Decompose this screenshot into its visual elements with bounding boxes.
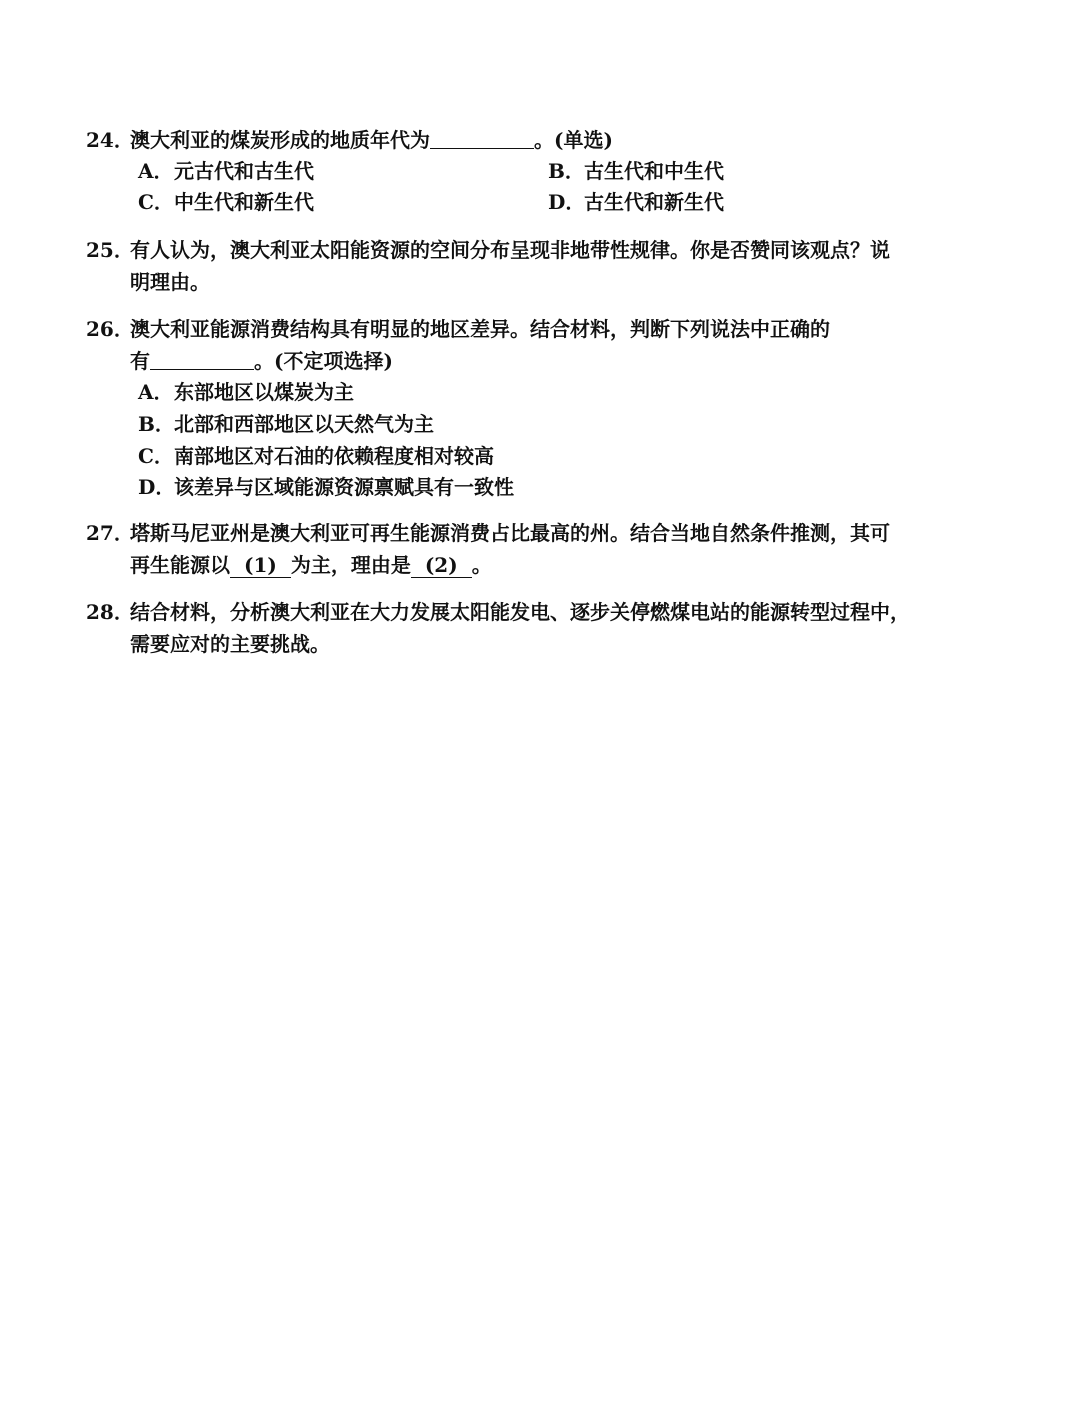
answer-blank [430, 126, 534, 149]
option-c [138, 440, 494, 472]
option-key: A． [138, 380, 174, 404]
question-27 [86, 517, 946, 581]
question-27-line-1 [86, 517, 946, 549]
option-text: 古生代和新生代 [584, 190, 724, 214]
option-b [548, 155, 724, 187]
question-27-line-2 [86, 549, 946, 581]
option-key: A． [138, 159, 174, 183]
question-24-stem [86, 124, 946, 156]
option-d [548, 186, 724, 218]
question-26-text: 澳大利亚能源消费结构具有明显的地区差异。结合材料，判断下列说法中正确的 [130, 317, 830, 341]
option-text: 中生代和新生代 [174, 190, 314, 214]
question-28 [86, 596, 946, 660]
question-24-type: 。(单选) [534, 128, 613, 152]
option-a [138, 155, 314, 187]
option-key: C． [138, 444, 174, 468]
option-key: D． [548, 190, 586, 214]
option-key: D． [138, 475, 176, 499]
option-text: 古生代和中生代 [584, 159, 724, 183]
question-27-text-3: 为主，理由是 [290, 553, 411, 577]
option-key: B． [138, 412, 175, 436]
option-b [138, 408, 434, 440]
question-25-line-2: 明理由。 [130, 270, 210, 294]
answer-blank-1: (1) [230, 553, 291, 578]
question-24 [86, 124, 946, 156]
option-a [138, 376, 354, 408]
answer-blank-2: (2) [411, 553, 472, 578]
question-25 [86, 234, 946, 298]
option-text: 东部地区以煤炭为主 [174, 380, 354, 404]
question-27-text: 塔斯马尼亚州是澳大利亚可再生能源消费占比最高的州。结合当地自然条件推测，其可 [130, 521, 890, 545]
question-number: 28． [86, 600, 134, 624]
question-28-line-2: 需要应对的主要挑战。 [130, 632, 330, 656]
question-28-text: 结合材料，分析澳大利亚在大力发展太阳能发电、逐步关停燃煤电站的能源转型过程中， [130, 600, 910, 624]
question-number: 27． [86, 521, 134, 545]
option-text: 该差异与区域能源资源禀赋具有一致性 [174, 475, 514, 499]
question-27-text-2: 再生能源以 [130, 553, 230, 577]
option-key: B． [548, 159, 585, 183]
question-28-line-1 [86, 596, 946, 628]
option-d [138, 471, 514, 503]
question-26-text-2: 有 [130, 349, 150, 373]
answer-blank [150, 347, 254, 370]
question-number: 25． [86, 238, 134, 262]
option-c [138, 186, 314, 218]
question-27-text-4: 。 [471, 553, 492, 577]
question-number: 24． [86, 128, 134, 152]
question-26-line-2 [86, 345, 946, 377]
question-25-line-1 [86, 234, 946, 266]
question-26-line-1 [86, 313, 946, 345]
option-text: 南部地区对石油的依赖程度相对较高 [174, 444, 494, 468]
question-25-text: 有人认为，澳大利亚太阳能资源的空间分布呈现非地带性规律。你是否赞同该观点？说 [130, 238, 890, 262]
question-26-type: 。(不定项选择) [254, 349, 393, 373]
question-number: 26． [86, 317, 134, 341]
option-text: 北部和西部地区以天然气为主 [174, 412, 434, 436]
question-24-text: 澳大利亚的煤炭形成的地质年代为 [130, 128, 430, 152]
question-26 [86, 313, 946, 377]
option-text: 元古代和古生代 [174, 159, 314, 183]
option-key: C． [138, 190, 174, 214]
